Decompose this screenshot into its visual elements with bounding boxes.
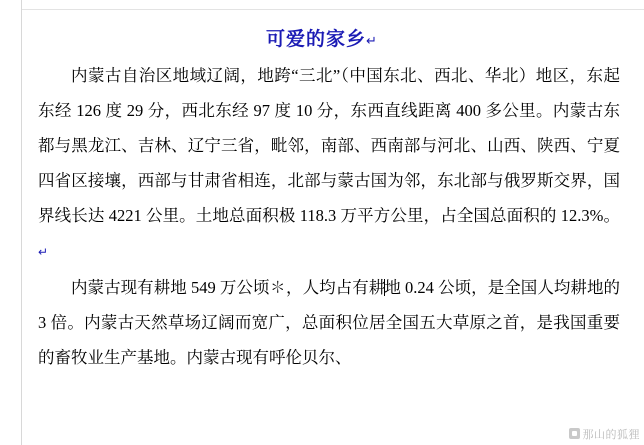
document-title (22, 24, 622, 51)
paragraph-2[interactable] (38, 270, 620, 375)
app-logo-icon (569, 428, 580, 439)
page-left-margin (0, 0, 22, 445)
paragraph-1-text: 内蒙古自治区地域辽阔，地跨“三北”（中国东北、西北、华北）地区，东起东经 126 度 29 分，西北东经 97 度 10 分，东西直线距离 400 多公里。内蒙古东都与黑龙江、吉林、辽宁三省，毗邻，南部、西南部与河北、山西、陕西、宁夏四省区接壤，西部与甘肃省相连，北部与蒙古国为邻，东北部与俄罗斯交界，国界线长达 4221 公里。土地总面积极 118.3 万平方公里，占全国总面积的 12.3%。 (38, 66, 620, 225)
document-body[interactable] (38, 58, 620, 375)
paragraph-mark-title: ↵ (366, 33, 378, 48)
watermark-text: 那山的狐狸 (582, 429, 640, 441)
paragraph-1[interactable] (38, 58, 620, 270)
page-top-edge (0, 0, 644, 10)
paragraph-2-text-b: 地 0.24 公顷，是全国人均耕地的 3 倍。内蒙古天然草场辽阔而宽广，总面积位居全国五大草原之首，是我国重要的畜牧业生产基地。内蒙古现有呼伦贝尔、 (38, 278, 621, 367)
document-title-text: 可爱的家乡 (266, 29, 367, 50)
paragraph-2-text-a: 内蒙古现有耕地 549 万公顷✽，人均占有耕 (71, 278, 386, 297)
watermark (569, 426, 641, 442)
paragraph-mark-1: ↵ (38, 245, 49, 259)
